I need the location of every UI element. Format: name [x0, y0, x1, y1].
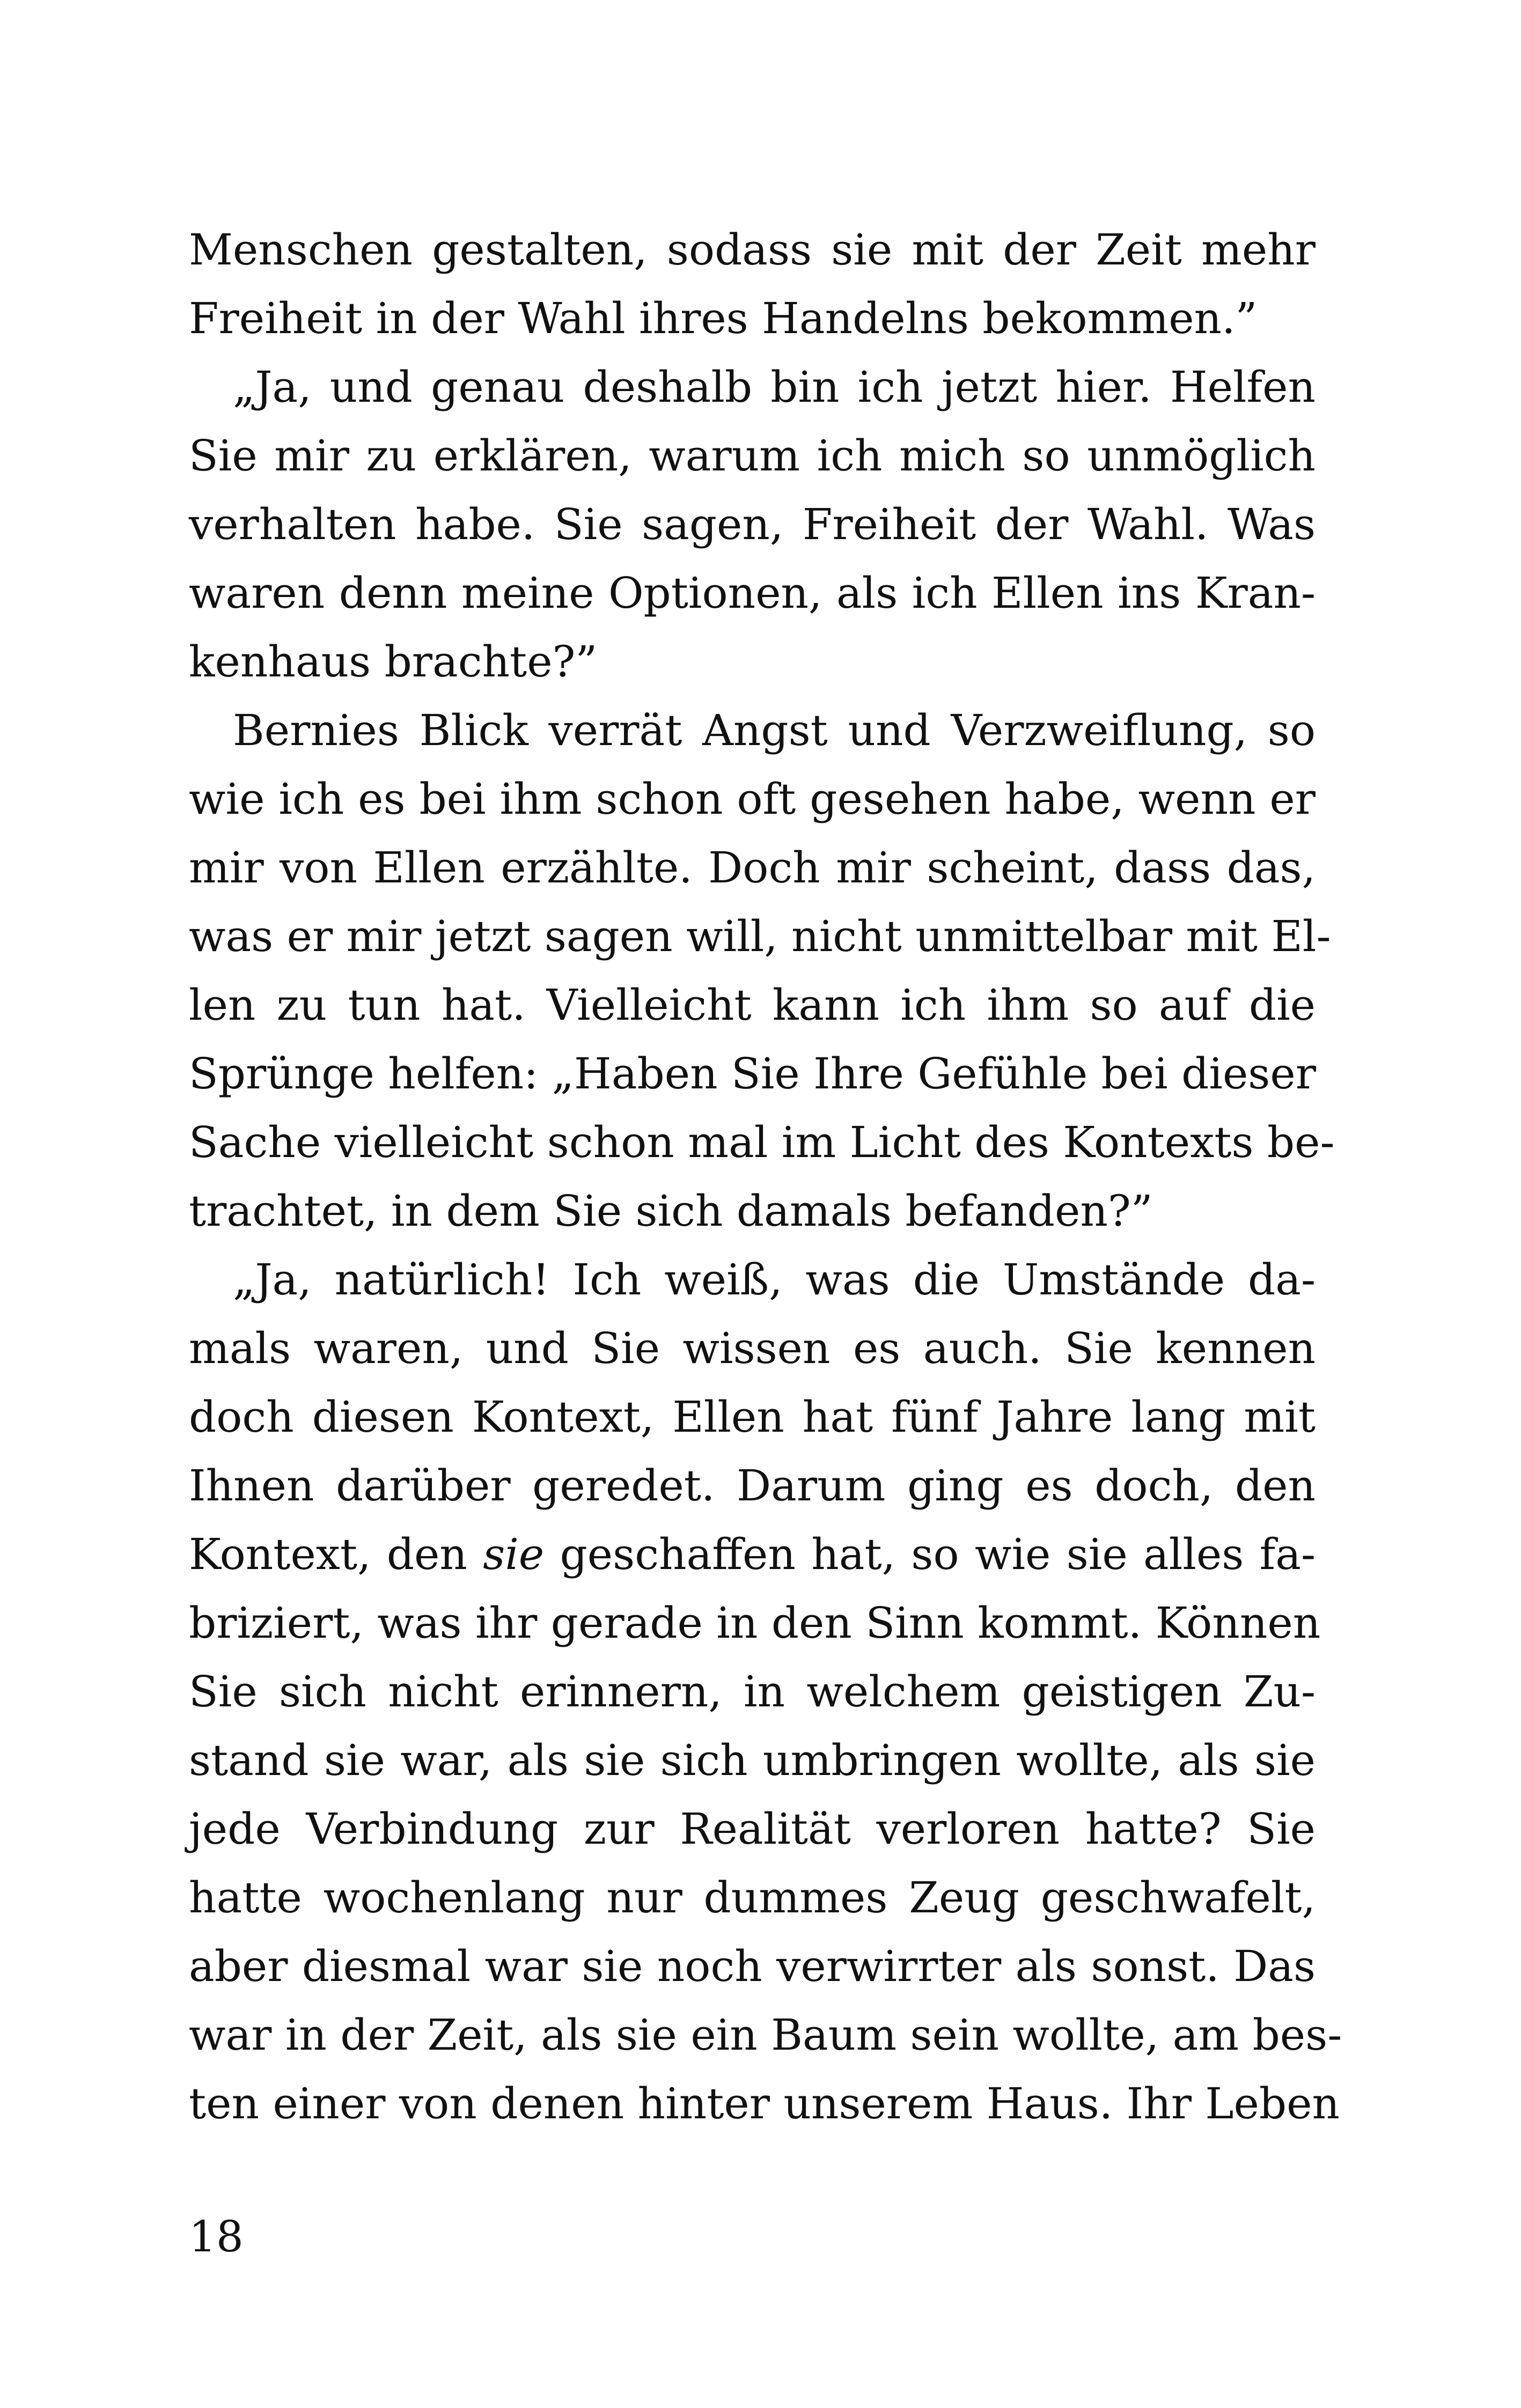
text-line: Menschen gestalten, sodass sie mit der Zeit mehr: [189, 225, 1316, 275]
text-line: ten einer von denen hinter unserem Haus. Ihr Leben: [189, 2079, 1340, 2129]
text-segment: geschaffen hat, so wie sie alles fa-: [544, 1529, 1316, 1579]
text-line: was er mir jetzt sagen will, nicht unmittelbar mit El-: [189, 911, 1331, 961]
text-line: trachtet, in dem Sie sich damals befanden?”: [189, 1186, 1153, 1236]
emphasis-word: sie: [483, 1529, 545, 1579]
text-line-with-emphasis: [189, 1520, 1316, 1589]
text-line: stand sie war, als sie sich umbringen wollte, als sie: [189, 1735, 1316, 1785]
text-segment: Kontext, den: [189, 1529, 483, 1579]
text-line: len zu tun hat. Vielleicht kann ich ihm so auf die: [189, 980, 1316, 1030]
text-line: Sache vielleicht schon mal im Licht des Kontexts be-: [189, 1117, 1335, 1167]
text-line: Sie mir zu erklären, warum ich mich so unmöglich: [189, 431, 1316, 481]
text-line: mals waren, und Sie wissen es auch. Sie kennen: [189, 1323, 1316, 1373]
text-line: „Ja, und genau deshalb bin ich jetzt hier. Helfen: [233, 362, 1316, 412]
text-line: war in der Zeit, als sie ein Baum sein wollte, am bes-: [189, 2010, 1342, 2060]
text-line: waren denn meine Optionen, als ich Ellen ins Kran-: [189, 568, 1316, 618]
text-line: verhalten habe. Sie sagen, Freiheit der Wahl. Was: [189, 499, 1316, 549]
text-line: mir von Ellen erzählte. Doch mir scheint, dass das,: [189, 843, 1316, 893]
text-line: doch diesen Kontext, Ellen hat fünf Jahre lang mit: [189, 1392, 1316, 1442]
text-line: Freiheit in der Wahl ihres Handelns bekommen.”: [189, 293, 1258, 343]
text-line: wie ich es bei ihm schon oft gesehen habe, wenn er: [189, 774, 1316, 824]
body-text: [189, 216, 1342, 2138]
text-line: briziert, was ihr gerade in den Sinn kommt. Können: [189, 1598, 1321, 1648]
text-line: jede Verbindung zur Realität verloren hatte? Sie: [189, 1804, 1316, 1854]
text-line: „Ja, natürlich! Ich weiß, was die Umstände da-: [233, 1255, 1316, 1305]
text-line: Sprünge helfen: „Haben Sie Ihre Gefühle bei dieser: [189, 1049, 1316, 1099]
text-line: aber diesmal war sie noch verwirrter als sonst. Das: [189, 1941, 1316, 1991]
text-line: hatte wochenlang nur dummes Zeug geschwafelt,: [189, 1873, 1316, 1923]
text-line: Ihnen darüber geredet. Darum ging es doch, den: [189, 1461, 1316, 1511]
text-line: kenhaus brachte?”: [189, 637, 598, 687]
text-line: Bernies Blick verrät Angst und Verzweiflung, so: [233, 705, 1316, 755]
text-line: Sie sich nicht erinnern, in welchem geistigen Zu-: [189, 1667, 1316, 1717]
page-number: 18: [189, 2212, 244, 2262]
